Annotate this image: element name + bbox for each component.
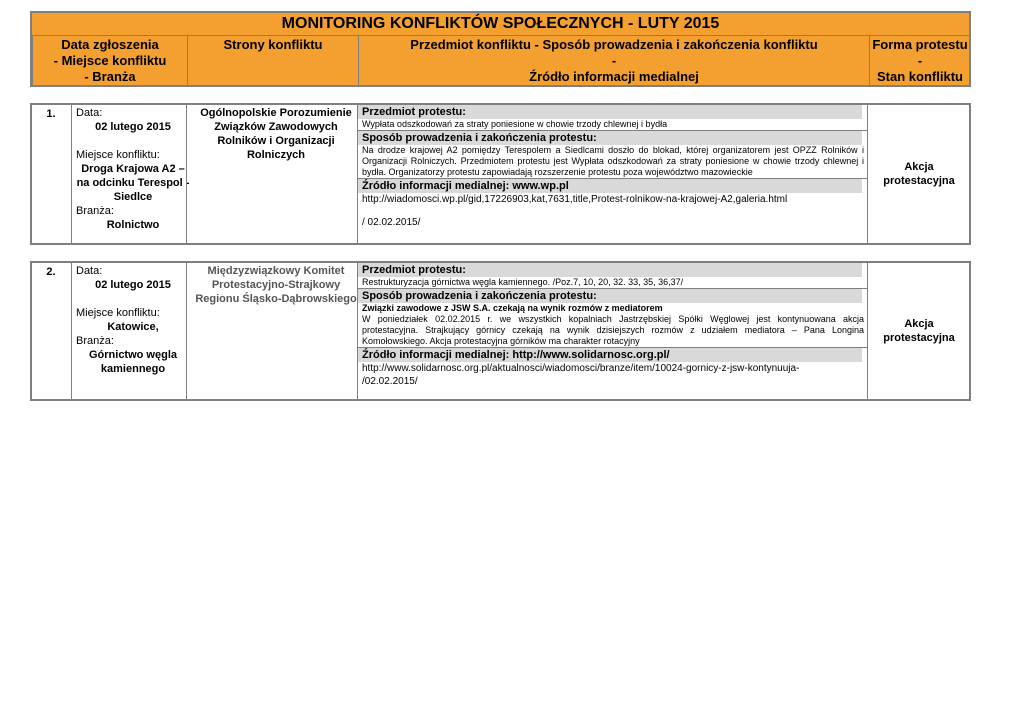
header-col3-line3: Źródło informacji medialnej — [529, 69, 699, 84]
entry-number: 1. — [46, 108, 56, 120]
conflict-entry-2 — [30, 261, 971, 401]
place-value: Droga Krajowa A2 – na odcinku Terespol - Siedlce — [76, 163, 190, 203]
source-heading: Źródło informacji medialnej: http://www.solidarnosc.org.pl/ — [358, 348, 862, 362]
place-value: Katowice, — [107, 321, 159, 333]
date-value: 02 lutego 2015 — [95, 121, 171, 133]
place-label: Miejsce konfliktu: — [76, 307, 160, 319]
method-text: W poniedziałek 02.02.2015 r. we wszystkich kopalniach Jastrzębskiej Spółki Węglowej jest kontynuowana akcja protestacyjna. Strajkujący górnicy czekają na wynik dzisiejszych rozmów z udziałem mediatora – Pana Longina Komołowskiego. Akcja protestacyjna górników ma charakter rotacyjny — [362, 314, 864, 346]
header-col1-line3: - Branża — [84, 69, 136, 84]
header-col4-line3: Stan konfliktu — [877, 69, 963, 84]
header-col1-line2: - Miejsce konfliktu — [53, 53, 167, 68]
method-text: Na drodze krajowej A2 pomiędzy Terespolem a Siedlcami doszło do blokad, której organizatorem jest OPZZ Rolników i Organizacji Rolniczych. Przedmiotem protestu jest Wypłata odszkodowań za straty poniesione w chowie trzody chlewnej i bydła. Organizatorzy protestu zapowiadają rozszerzenie protestu poza województwo mazowieckie — [362, 145, 864, 177]
method-heading: Sposób prowadzenia i zakończenia protestu: — [358, 131, 862, 145]
header-col2-label: Strony konfliktu — [223, 37, 323, 52]
method-section — [358, 131, 868, 179]
date-label: Data: — [76, 265, 103, 277]
source-section — [358, 348, 868, 388]
conflict-entry-1 — [30, 103, 971, 245]
header-col1-line1: Data zgłoszenia — [61, 37, 159, 52]
header-col3-line1: Przedmiot konfliktu - Sposób prowadzenia i zakończenia konfliktu — [410, 37, 818, 52]
source-date: /02.02.2015/ — [362, 376, 418, 387]
entry-meta — [71, 263, 194, 399]
header-col-subject — [358, 36, 869, 87]
header-col-date-place-branch — [32, 36, 187, 87]
subject-heading: Przedmiot protestu: — [358, 105, 862, 119]
place-label: Miejsce konfliktu: — [76, 149, 160, 161]
branch-label: Branża: — [76, 335, 114, 347]
source-section — [358, 179, 868, 229]
branch-label: Branża: — [76, 205, 114, 217]
method-heading: Sposób prowadzenia i zakończenia protestu: — [358, 289, 862, 303]
entry-meta — [71, 105, 194, 243]
header-col4-line1: Forma protestu — [872, 37, 968, 52]
protest-form-value: Akcja protestacyjna — [883, 318, 955, 344]
method-bold-text: Związki zawodowe z JSW S.A. czekają na wynik rozmów z mediatorem — [362, 303, 663, 313]
source-url[interactable]: http://wiadomosci.wp.pl/gid,17226903,kat,7631,title,Protest-rolnikow-na-krajowej-A2,galeria.html — [362, 194, 788, 205]
entry-number: 2. — [46, 266, 56, 278]
source-url[interactable]: http://www.solidarnosc.org.pl/aktualnosci/wiadomosci/branze/item/10024-gornicy-z-jsw-kontynuuja- — [362, 363, 800, 374]
subject-text: Restrukturyzacja górnictwa węgla kamiennego. /Poz.7, 10, 20, 32. 33, 35, 36,37/ — [362, 277, 684, 287]
conflict-subject — [357, 105, 868, 243]
protest-form — [867, 263, 970, 399]
branch-value: Rolnictwo — [106, 219, 160, 231]
report-header — [30, 11, 971, 87]
subject-heading: Przedmiot protestu: — [358, 263, 862, 277]
subject-section — [358, 263, 868, 289]
protest-form — [867, 105, 970, 243]
header-col4-line2: - — [917, 53, 923, 68]
subject-section — [358, 105, 868, 131]
branch-value: Górnictwo węgla kamiennego — [88, 349, 177, 375]
date-label: Data: — [76, 107, 103, 119]
header-col-form — [869, 36, 970, 87]
source-date: / 02.02.2015/ — [362, 217, 421, 228]
method-section — [358, 289, 868, 348]
source-heading: Źródło informacji medialnej: www.wp.pl — [358, 179, 862, 193]
conflict-party: Międzyzwiązkowy Komitet Protestacyjno-Strajkowy Regionu Śląsko-Dąbrowskiego — [186, 263, 365, 399]
header-col-parties — [187, 36, 358, 87]
header-col3-line2: - — [611, 53, 617, 68]
protest-form-value: Akcja protestacyjna — [883, 161, 955, 187]
report-title: MONITORING KONFLIKTÓW SPOŁECZNYCH - LUTY 2015 — [32, 13, 969, 36]
date-value: 02 lutego 2015 — [95, 279, 171, 291]
conflict-subject — [357, 263, 868, 399]
subject-text: Wypłata odszkodowań za straty poniesione w chowie trzody chlewnej i bydła — [362, 119, 668, 129]
conflict-party: Ogólnopolskie Porozumienie Związków Zawodowych Rolników i Organizacji Rolniczych — [186, 105, 365, 243]
